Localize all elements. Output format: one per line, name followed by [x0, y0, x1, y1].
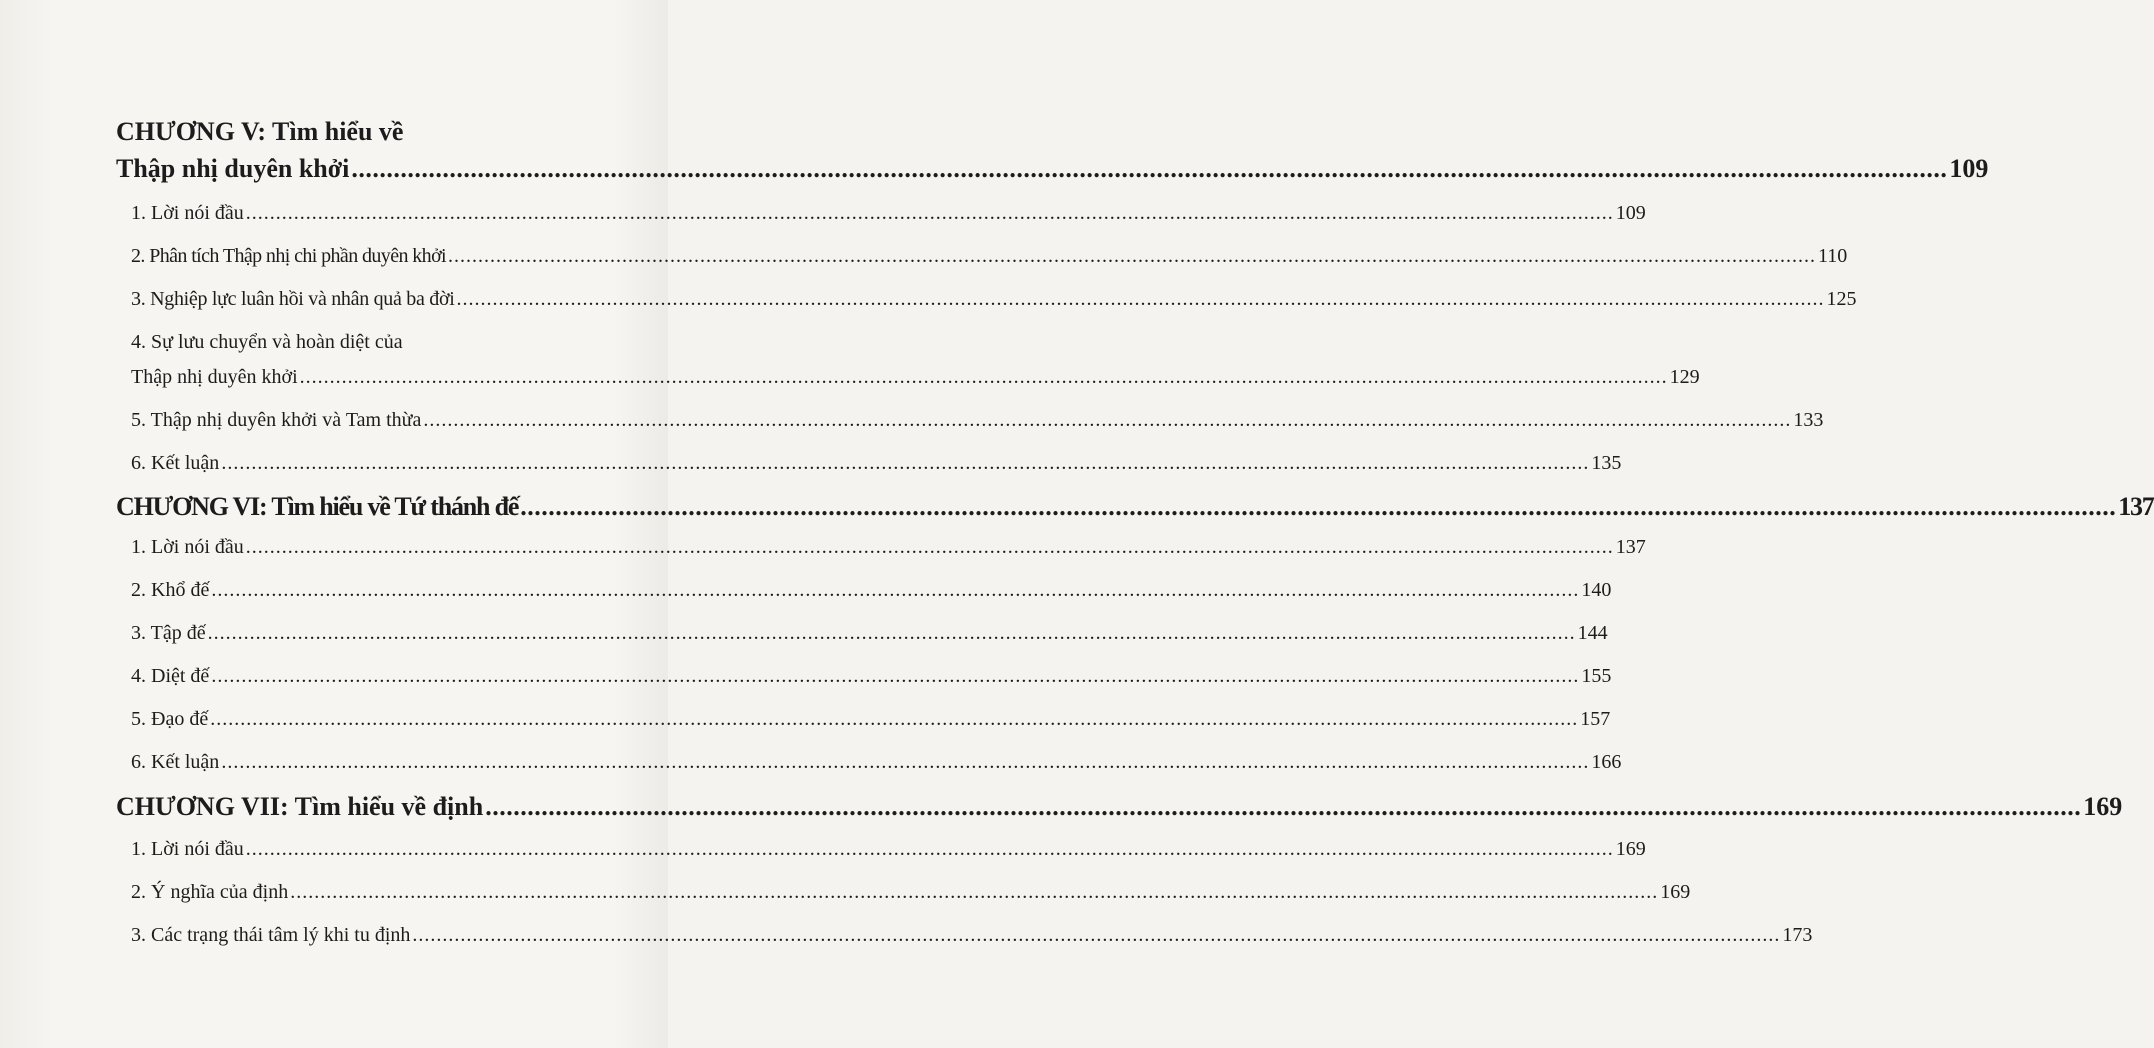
leader-dots: ....................................................................................................................................................................................................................................	[412, 924, 1781, 946]
entry-title: 1. Lời nói đầu	[131, 536, 244, 558]
toc-entry	[131, 838, 1646, 861]
entry-title: Thập nhị duyên khởi	[131, 366, 298, 388]
entry-page: 137	[1615, 536, 1646, 558]
chapter-5-page: 109	[1949, 154, 1989, 183]
entry-title: 6. Kết luận	[131, 751, 220, 773]
chapter-7-heading	[116, 792, 2123, 822]
chapter-7-title: CHƯƠNG VII: Tìm hiểu về định	[116, 792, 484, 821]
entry-page: 135	[1591, 452, 1622, 474]
leader-dots: ....................................................................................................................................................................................................................................	[299, 366, 1668, 388]
entry-title: 5. Đạo đế	[131, 708, 209, 730]
entry-page: 169	[1660, 881, 1691, 903]
toc-entry	[131, 579, 1612, 602]
leader-dots: ....................................................................................................................................................................................................................................	[207, 622, 1576, 644]
leader-dots: ....................................................................................................................................................................................................................................	[485, 792, 2082, 821]
entry-page: 155	[1581, 665, 1612, 687]
chapter-5-title-line1: CHƯƠNG V: Tìm hiểu về	[116, 117, 404, 146]
toc-entry	[131, 409, 1824, 432]
toc-entry	[131, 665, 1612, 688]
entry-page: 140	[1581, 579, 1612, 601]
entry-title: 6. Kết luận	[131, 452, 220, 474]
chapter-6-heading	[116, 492, 2154, 522]
leader-dots: ....................................................................................................................................................................................................................................	[221, 452, 1590, 474]
leader-dots: ....................................................................................................................................................................................................................................	[211, 579, 1580, 601]
chapter-6-title: CHƯƠNG VI: Tìm hiểu về Tứ thánh đế	[116, 492, 519, 521]
chapter-6-page: 137	[2118, 492, 2154, 521]
toc-entry-line1	[131, 331, 574, 354]
entry-title: 2. Ý nghĩa của định	[131, 881, 289, 903]
leader-dots: ....................................................................................................................................................................................................................................	[351, 154, 1948, 183]
entry-title: 4. Diệt đế	[131, 665, 210, 687]
leader-dots: ....................................................................................................................................................................................................................................	[448, 245, 1816, 267]
chapter-7-page: 169	[2083, 792, 2123, 821]
toc-entry	[131, 452, 1622, 475]
entry-page: 173	[1782, 924, 1813, 946]
leader-dots: ....................................................................................................................................................................................................................................	[245, 536, 1614, 558]
toc-entry	[131, 245, 1848, 268]
leader-dots: ....................................................................................................................................................................................................................................	[456, 288, 1825, 310]
entry-page: 169	[1615, 838, 1646, 860]
entry-title: 2. Khổ đế	[131, 579, 210, 601]
toc-entry	[131, 708, 1611, 731]
toc-entry	[131, 202, 1646, 225]
leader-dots: ....................................................................................................................................................................................................................................	[211, 665, 1580, 687]
entry-title: 3. Nghiệp lực luân hồi và nhân quả ba đời	[131, 288, 455, 310]
chapter-5-heading	[116, 154, 1989, 184]
toc-entry	[131, 366, 1700, 389]
entry-page: 129	[1669, 366, 1700, 388]
entry-page: 166	[1591, 751, 1622, 773]
toc-entry	[131, 924, 1813, 947]
leader-dots: ....................................................................................................................................................................................................................................	[245, 202, 1614, 224]
entry-title: 3. Tập đế	[131, 622, 206, 644]
toc-entry	[131, 536, 1646, 559]
entry-page: 125	[1826, 288, 1857, 310]
toc-entry	[131, 751, 1622, 774]
entry-page: 110	[1818, 245, 1848, 267]
entry-title: 5. Thập nhị duyên khởi và Tam thừa	[131, 409, 422, 431]
leader-dots: ....................................................................................................................................................................................................................................	[221, 751, 1590, 773]
entry-title-line1: 4. Sự lưu chuyển và hoàn diệt của	[131, 331, 403, 353]
leader-dots: ....................................................................................................................................................................................................................................	[245, 838, 1614, 860]
entry-page: 109	[1615, 202, 1646, 224]
entry-page: 144	[1577, 622, 1608, 644]
entry-page: 157	[1580, 708, 1611, 730]
leader-dots: ....................................................................................................................................................................................................................................	[423, 409, 1792, 431]
entry-title: 3. Các trạng thái tâm lý khi tu định	[131, 924, 411, 946]
entry-title: 1. Lời nói đầu	[131, 202, 244, 224]
toc-entry	[131, 881, 1691, 904]
entry-title: 1. Lời nói đầu	[131, 838, 244, 860]
leader-dots: ....................................................................................................................................................................................................................................	[520, 492, 2117, 521]
chapter-5-title-line2: Thập nhị duyên khởi	[116, 154, 350, 183]
entry-title: 2. Phân tích Thập nhị chi phần duyên khởi	[131, 245, 446, 267]
entry-page: 133	[1793, 409, 1824, 431]
leader-dots: ....................................................................................................................................................................................................................................	[290, 881, 1659, 903]
leader-dots: ....................................................................................................................................................................................................................................	[210, 708, 1579, 730]
chapter-5-heading-line1	[116, 117, 576, 147]
toc-entry	[131, 288, 1857, 311]
toc-entry	[131, 622, 1608, 645]
